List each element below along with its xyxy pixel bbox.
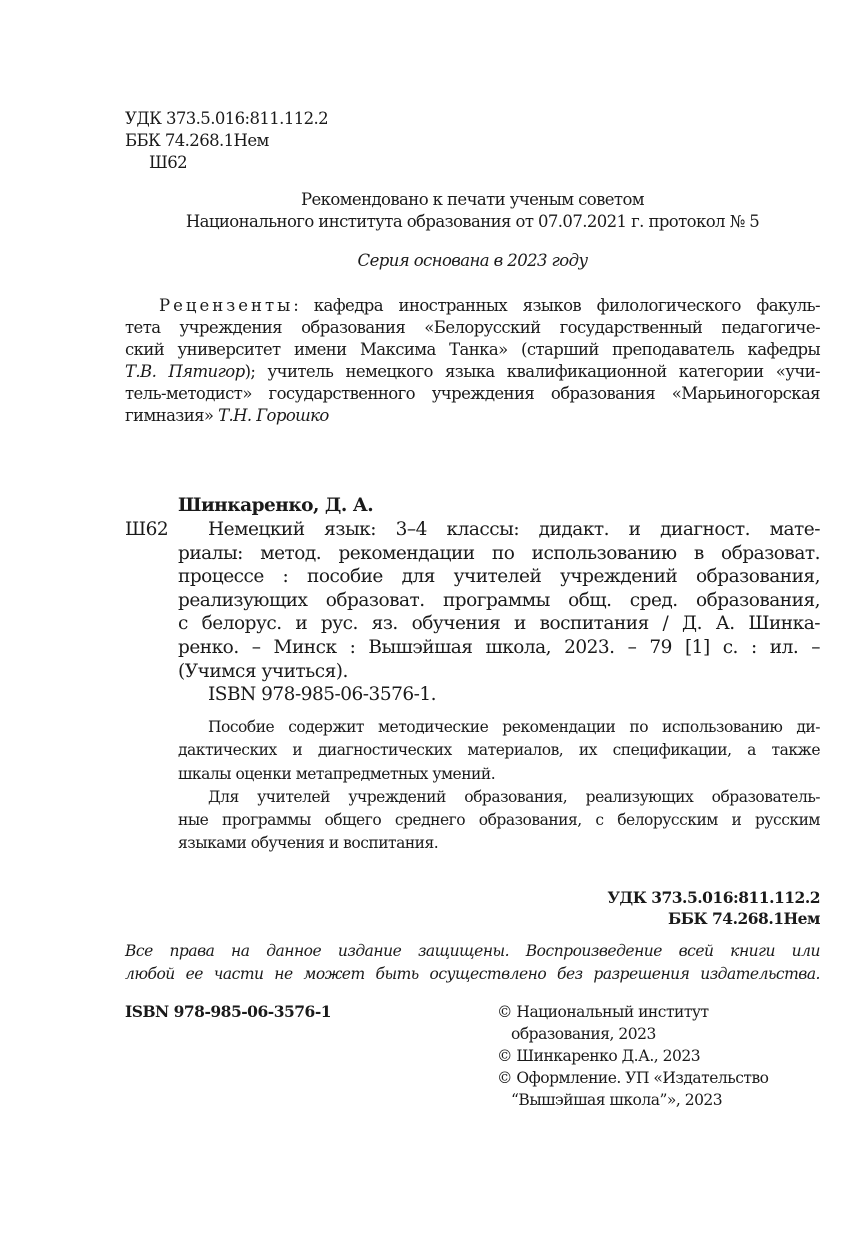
annotation-line: ные программы общего среднего образования, с белорусским и русским	[178, 811, 820, 830]
classification-top	[125, 108, 328, 174]
catalog-mark: Ш62	[125, 519, 169, 540]
reviewers-text: ский университет имени Максима Танка» (старший преподаватель кафедры	[125, 340, 820, 359]
copyright-line: © Шинкаренко Д.А., 2023	[497, 1047, 701, 1065]
reviewers-text: тета учреждения образования «Белорусский государственный педагогиче-	[125, 318, 820, 337]
annotation-line: Для учителей учреждений образования, реализующих образователь-	[208, 787, 820, 806]
series-note: Серия основана в 2023 году	[357, 251, 588, 270]
reviewers-text: ); учитель немецкого языка квалификационной категории «учи-	[244, 362, 821, 381]
reviewers-text: тель-методист» государственного учреждения образования «Марьиногорская	[125, 384, 820, 403]
annotation-line: дактических и диагностических материалов, их спецификации, а также	[178, 741, 820, 760]
bbk-code-bottom: ББК 74.268.1Нем	[668, 909, 820, 928]
copyright-line: “Вышэйшая школа”», 2023	[511, 1091, 723, 1109]
reviewers	[125, 295, 820, 427]
udk-code: УДК 373.5.016:811.112.2	[125, 109, 329, 128]
recommendation	[125, 189, 820, 233]
catalog-entry	[178, 518, 820, 707]
catalog-line: с белорус. и рус. яз. обучения и воспитания / Д. А. Шинка-	[178, 613, 820, 635]
reviewers-label: Рецензенты	[159, 296, 294, 315]
annotation-line: языками обучения и воспитания.	[178, 834, 439, 853]
udk-code-bottom: УДК 373.5.016:811.112.2	[607, 888, 820, 907]
rights-line: Все права на данное издание защищены. Воспроизведение всей книги или	[125, 942, 820, 960]
annotation-line: шкалы оценки метапредметных умений.	[178, 764, 496, 783]
copyrights	[497, 1001, 769, 1111]
catalog-line: риалы: метод. рекомендации по использованию в образоват.	[178, 542, 820, 564]
annotation-line: Пособие содержит методические рекомендации по использованию ди-	[208, 718, 820, 736]
catalog-line: процессе : пособие для учителей учреждений образования,	[178, 566, 820, 588]
bbk-code: ББК 74.268.1Нем	[125, 131, 269, 150]
classification-bottom	[607, 887, 820, 929]
reviewer-name: Т.В. Пятигор	[125, 362, 245, 381]
copyright-line: образования, 2023	[511, 1025, 656, 1043]
annotation	[178, 716, 820, 856]
isbn-bottom: ISBN 978-985-06-3576-1	[125, 1002, 332, 1021]
rights-line: любой ее части не может быть осуществлено без разрешения издательства.	[125, 965, 820, 983]
catalog-line: ренко. – Минск : Вышэйшая школа, 2023. – 79 [1] с. : ил. –	[178, 636, 820, 658]
catalog-line: реализующих образоват. программы общ. сред. образования,	[178, 589, 820, 611]
reviewers-text: гимназия»	[125, 406, 219, 425]
copyright-line: © Оформление. УП «Издательство	[497, 1069, 769, 1087]
copyright-line: © Национальный институт	[497, 1003, 709, 1021]
reviewers-text: : кафедра иностранных языков филологического факуль-	[293, 296, 820, 315]
catalog-isbn: ISBN 978-985-06-3576-1.	[208, 684, 437, 706]
catalog-author: Шинкаренко, Д. А.	[178, 495, 374, 516]
reviewer-name: Т.Н. Горошко	[218, 406, 329, 425]
author-mark: Ш62	[149, 153, 188, 172]
recommendation-line: Национального института образования от 07.07.2021 г. протокол № 5	[185, 212, 760, 231]
catalog-line: (Учимся учиться).	[178, 660, 348, 682]
recommendation-line: Рекомендовано к печати ученым советом	[300, 190, 645, 209]
rights-notice	[125, 940, 820, 986]
catalog-line: Немецкий язык: 3–4 классы: дидакт. и диагност. мате-	[208, 519, 820, 540]
